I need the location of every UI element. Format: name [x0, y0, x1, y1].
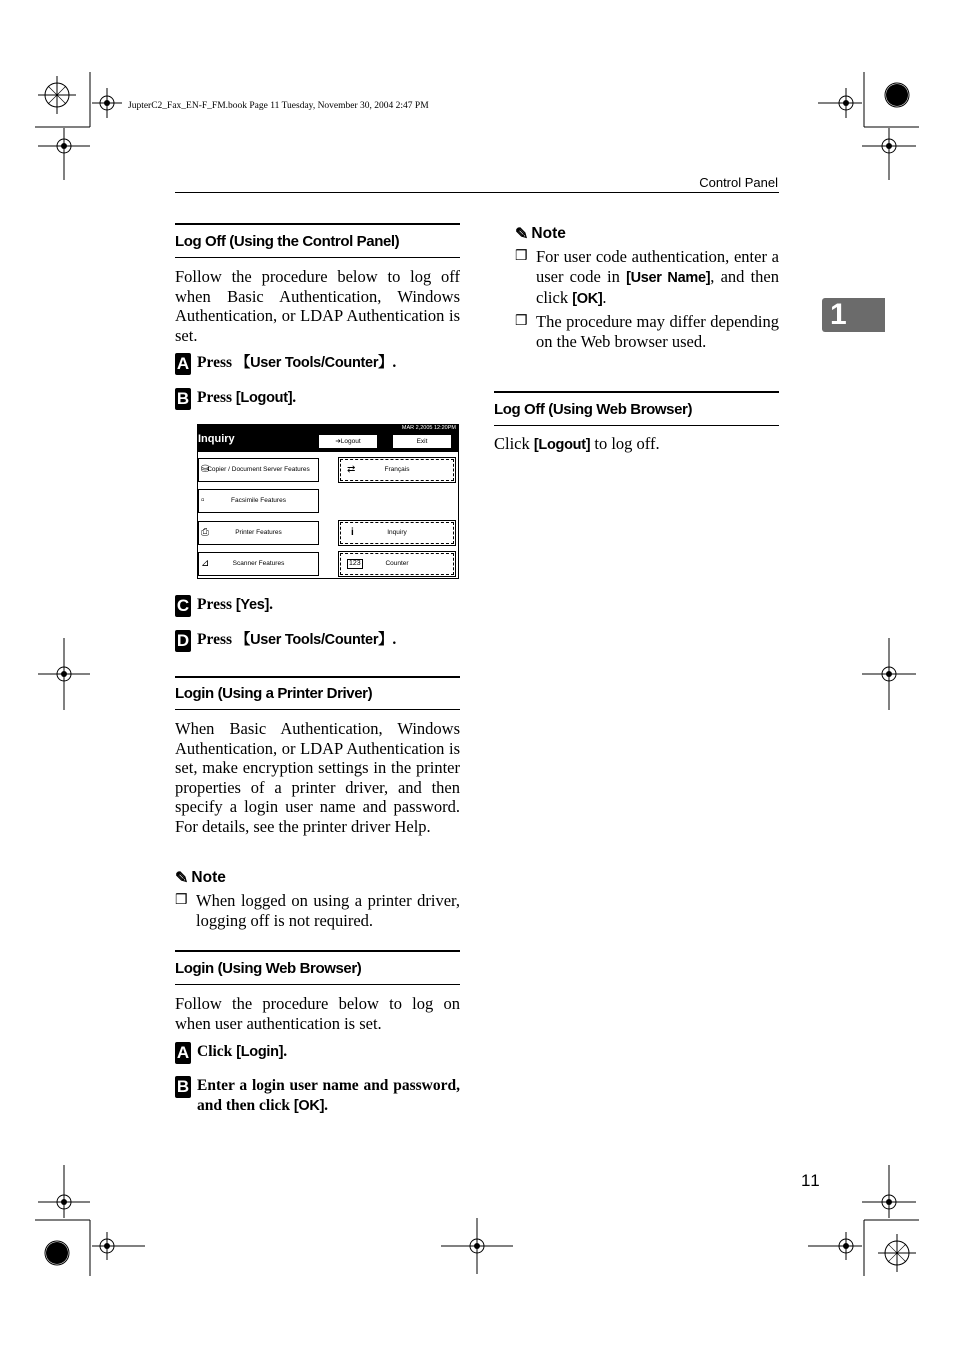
control-panel-screenshot [197, 424, 459, 579]
panel-exit-button[interactable]: Exit [392, 434, 452, 449]
step-number: B [176, 1077, 190, 1096]
step-suffix: . [269, 596, 273, 613]
language-icon: ⇄ [347, 464, 356, 475]
logout-key: [Logout] [235, 390, 293, 406]
step-suffix: . [392, 631, 397, 648]
panel-button-label: Facsimile Features [231, 497, 286, 504]
note-item-left [175, 891, 460, 930]
step-number: A [176, 1043, 190, 1062]
panel-button-label: Inquiry [387, 529, 407, 536]
logoff-web-text [494, 434, 779, 456]
note-text-part: . [602, 288, 607, 308]
login-key: [Login] [236, 1044, 284, 1060]
panel-logout-button[interactable]: ➔Logout [318, 434, 378, 449]
ok-key: [OK] [293, 1098, 325, 1114]
panel-counter-button[interactable] [340, 553, 454, 575]
ok-key: [OK] [572, 291, 603, 308]
panel-copier-button[interactable] [198, 458, 319, 482]
step-suffix: . [283, 1043, 288, 1060]
printer-icon: ⎙ [201, 527, 209, 538]
section-heading-logoff-panel: Log Off (Using the Control Panel) [175, 223, 460, 258]
panel-date: MAR 2,2005 12:20PM [401, 425, 456, 431]
logout-key: [Logout] [533, 437, 591, 453]
step-1-click-login [175, 1042, 460, 1064]
checkbox-bullet-icon: ❒ [175, 893, 188, 908]
login-web-intro: Follow the procedure below to log on when user authentication is set. [175, 994, 460, 1033]
step-number: C [176, 596, 190, 615]
note-label: Note [531, 225, 566, 242]
note-text-part: For user code authentication, enter a user code in [536, 247, 779, 286]
panel-button-label: Français [384, 466, 410, 473]
panel-language-button[interactable] [340, 459, 454, 481]
step-text: Click [197, 1043, 237, 1060]
step-text: Enter a login user name and password, and then click [197, 1077, 460, 1114]
scanner-icon: ⊿ [201, 558, 210, 569]
logoff-panel-intro: Follow the procedure below to log off when Basic Authentication, Windows Authentication, or LDAP Authentication is set. [175, 267, 460, 345]
fax-icon: ▫ [201, 495, 205, 506]
panel-button-label: Printer Features [235, 529, 282, 536]
checkbox-bullet-icon: ❒ [515, 249, 528, 264]
section-heading-logoff-web: Log Off (Using Web Browser) [494, 391, 779, 426]
chapter-tab [822, 298, 885, 332]
logoff-web-text-part: to log off. [590, 434, 660, 453]
panel-facsimile-button[interactable] [198, 489, 319, 513]
step-text: Press [197, 389, 236, 406]
panel-button-label: Copier / Document Server Features [207, 466, 310, 473]
step-4-press-user-tools [175, 630, 460, 652]
panel-button-label: Scanner Features [232, 560, 285, 567]
step-number: A [176, 354, 190, 373]
step-1-press-user-tools [175, 353, 460, 375]
file-info: JupterC2_Fax_EN-F_FM.book Page 11 Tuesday, November 30, 2004 2:47 PM [128, 101, 429, 111]
step-text: Press [197, 596, 236, 613]
user-tools-counter-key: 【User Tools/Counter】 [235, 355, 393, 371]
panel-scanner-button[interactable] [198, 552, 319, 576]
copier-icon: ⛁ [201, 464, 210, 475]
login-printer-intro: When Basic Authentication, Windows Authentication, or LDAP Authentication is set, make encryption settings in the printer properties of a printer driver, and then specify a login user name and password. For details, see the printer driver Help. [175, 719, 460, 836]
panel-button-label: Counter [385, 560, 409, 567]
info-icon: i [351, 527, 354, 538]
chapter-number: 1 [830, 298, 847, 331]
note-text: When logged on using a printer driver, logging off is not required. [196, 891, 460, 930]
step-number: D [176, 631, 190, 650]
section-heading-login-printer: Login (Using a Printer Driver) [175, 676, 460, 710]
pencil-icon: ✎ [515, 226, 529, 243]
step-number: B [176, 389, 190, 408]
running-head: Control Panel [699, 175, 778, 190]
note-heading-left [175, 868, 226, 888]
counter-icon: 123 [349, 560, 361, 567]
note-text: The procedure may differ depending on the Web browser used. [536, 312, 779, 351]
note-item-right-2 [515, 312, 779, 351]
panel-inquiry-button[interactable] [340, 522, 454, 544]
checkbox-bullet-icon: ❒ [515, 314, 528, 329]
panel-title: Inquiry [198, 433, 235, 445]
step-suffix: . [324, 1097, 328, 1114]
note-heading-right [515, 224, 566, 244]
page-number: 11 [801, 1171, 821, 1190]
step-text: Press [197, 631, 236, 648]
note-item-right-1 [515, 247, 779, 310]
user-tools-counter-key: 【User Tools/Counter】 [235, 632, 393, 648]
step-text: Press [197, 354, 236, 371]
step-3-press-yes [175, 595, 460, 617]
step-2-enter-credentials [175, 1076, 460, 1116]
note-text [536, 247, 779, 310]
step-2-press-logout [175, 388, 460, 410]
user-name-key: [User Name] [626, 269, 711, 286]
note-label: Note [191, 869, 226, 886]
yes-key: [Yes] [235, 597, 270, 613]
note-text-part: , and then click [536, 266, 780, 308]
section-heading-login-web: Login (Using Web Browser) [175, 950, 460, 985]
step-suffix: . [292, 389, 297, 406]
step-suffix: . [392, 354, 397, 371]
pencil-icon: ✎ [175, 870, 189, 887]
panel-printer-button[interactable] [198, 521, 319, 545]
header-rule [175, 192, 779, 193]
logoff-web-text-part: Click [494, 434, 534, 453]
